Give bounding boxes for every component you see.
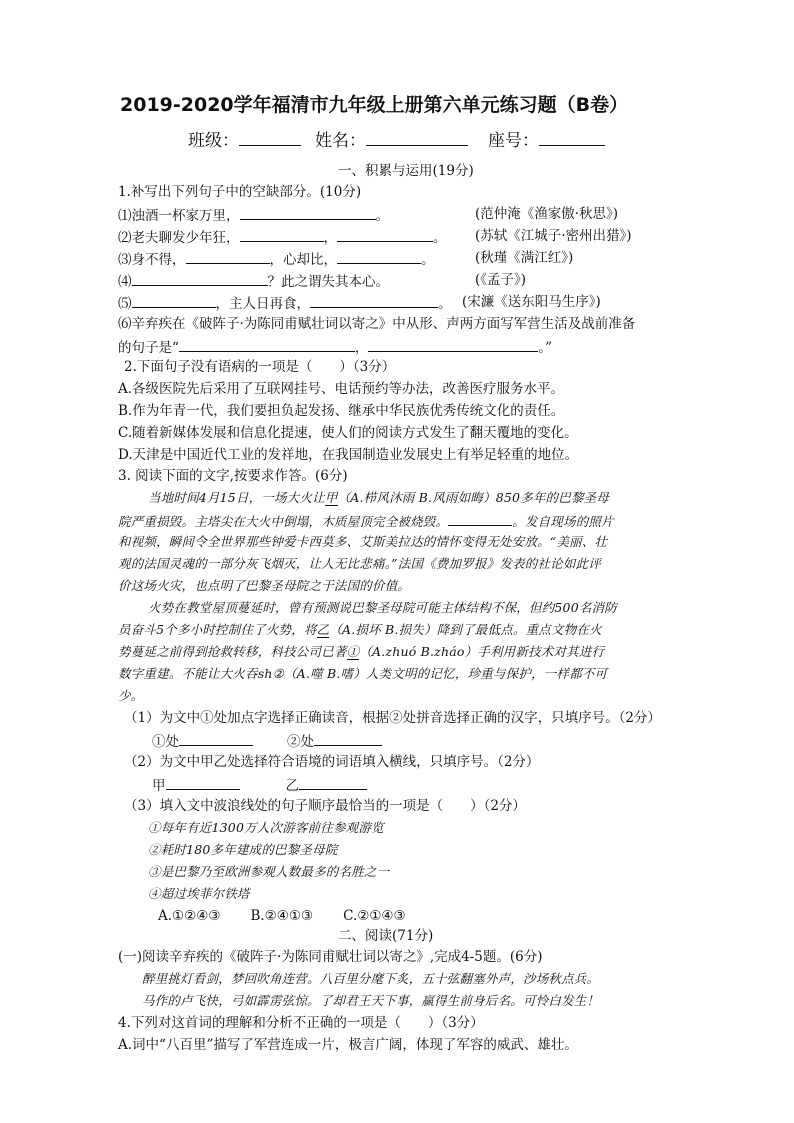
blank-1[interactable] (179, 731, 253, 746)
q1-item-3-source: (秋瑾《满江红》) (475, 250, 574, 266)
q1-item-5: ⑸ ，主人日再食， 。 (118, 293, 452, 313)
q2-option-c: C.随着新媒体发展和信息化提速，使人们的阅读方式发生了翻天覆地的变化。 (118, 425, 578, 441)
blank-jia[interactable] (166, 775, 240, 790)
q4-option-a: A.词中“八百里”描写了军营连成一片，极言广阔，体现了军容的威武、雄壮。 (118, 1037, 578, 1053)
passage-line-2: 院严重损毁。主塔尖在大火中倒塌，木质屋顶完全被烧毁。 。发自现场的照片 (118, 511, 614, 531)
passage-line-1: 当地时间4月15日，一场大火让甲（A.栉风沐雨 B.风雨如晦）850多年的巴黎圣母 (148, 490, 610, 505)
q3-sub3-item-3: ③是巴黎乃至欧洲参观人数最多的名胜之一 (148, 864, 390, 879)
passage-line-4: 观的法国灵魂的一部分灰飞烟灭，让人无比悲痛。”法国《费加罗报》发表的社论如此评 (118, 556, 601, 571)
q3-sub1: （1）为文中①处加点字选择正确读音，根据②处拼音选择正确的汉字，只填序号。（2分） (124, 710, 661, 726)
q2-option-a: A.各级医院先后采用了互联网挂号、电话预约等办法，改善医疗服务水平。 (118, 381, 565, 397)
q3-sub3: （3）填入文中波浪线处的句子顺序最恰当的一项是（ ）（2分） (124, 798, 526, 814)
blank-yi[interactable] (299, 775, 367, 790)
q1-item-4: ⑷ ？此之谓失其本心。 (118, 271, 389, 291)
q2-stem: 2.下面句子没有语病的一项是（ ）（3分） (124, 359, 396, 375)
q1-item-2-source: (苏轼《江城子·密州出猎》) (475, 228, 632, 244)
name-label: 姓名： (315, 131, 366, 151)
q3-sub2: （2）为文中甲乙处选择符合语境的词语填入横线，只填序号。（2分） (124, 754, 540, 770)
passage-line-8: 势蔓延之前得到抢救转移，科技公司已著①（A.zhuó B.zháo）手利用新技术对其进行 (118, 644, 605, 659)
passage-line-7: 员奋斗5个多小时控制住了火势，将乙（A.损坏 B.损失）降到了最低点。重点文物在火 (118, 622, 602, 637)
student-info-row (188, 131, 605, 150)
q1-stem: 1.补写出下列句子中的空缺部分。(10分) (118, 184, 362, 200)
reading1-intro: (一)阅读辛弃疾的《破阵子·为陈同甫赋壮词以寄之》,完成4-5题。(6分) (118, 949, 543, 965)
passage-line-9: 数字重建。不能让大火吞sh②（A.噬 B.嗜）人类文明的记忆，珍重与保护，一样都不可 (118, 666, 608, 681)
q2-option-d: D.天津是中国近代工业的发祥地，在我国制造业发展史上有举足轻重的地位。 (118, 447, 579, 463)
poem-line-1: 醉里挑灯看剑，梦回吹角连营。八百里分麾下炙，五十弦翻塞外声，沙场秋点兵。 (142, 971, 600, 986)
page-title: 2019-2020学年福清市九年级上册第六单元练习题（B卷） (120, 94, 629, 116)
q3-sub3-item-4: ④超过埃菲尔铁塔 (148, 886, 250, 901)
q1-item-6-line2: 的句子是“ ， 。” (118, 337, 552, 357)
q4-stem: 4.下列对这首词的理解和分析不正确的一项是（ ）（3分） (118, 1015, 484, 1031)
name-blank[interactable] (366, 131, 468, 146)
q1-item-6-line1: ⑹辛弃疾在《破阵子·为陈同甫赋壮词以寄之》中从形、声两方面写军营生活及战前准备 (118, 316, 636, 332)
class-label: 班级： (188, 131, 239, 151)
passage-line-5: 价这场火灾，也点明了巴黎圣母院之于法国的价值。 (118, 578, 411, 593)
q3-sub1-blanks: ①处 ②处 (152, 731, 382, 751)
q3-sub2-blanks: 甲 乙 (152, 775, 367, 795)
poem-line-2: 马作的卢飞快，弓如霹雳弦惊。了却君王天下事，赢得生前身后名。可怜白发生！ (142, 993, 600, 1008)
q1-item-1: ⑴浊酒一杯家万里， 。 (118, 205, 389, 225)
q1-item-1-source: (范仲淹《渔家傲·秋思》) (475, 206, 619, 222)
section-heading-2: 二、阅读(71分) (338, 928, 434, 944)
q3-stem: 3. 阅读下面的文字,按要求作答。(6分) (118, 468, 348, 484)
seat-blank[interactable] (539, 131, 605, 146)
q1-item-2: ⑵老夫聊发少年狂， ， 。 (118, 227, 447, 247)
blank-2[interactable] (314, 731, 382, 746)
q3-sub3-item-1: ①每年有近1300万人次游客前往参观游览 (148, 820, 384, 835)
class-blank[interactable] (239, 131, 301, 146)
seat-label: 座号： (488, 131, 539, 151)
passage-line-3: 和视频，瞬间令全世界那些钟爱卡西莫多、艾斯美拉达的情怀变得无处安放。“美丽、壮 (118, 534, 608, 549)
passage-line-10: 少。 (118, 688, 144, 703)
passage-line-6: 火势在教堂屋顶蔓延时，曾有预测说巴黎圣母院可能主体结构不保，但约500名消防 (148, 600, 617, 615)
q1-item-4-source: (《孟子》) (475, 272, 527, 288)
q1-item-5-source: (宋濂《送东阳马生序》) (462, 294, 601, 310)
q3-sub3-item-2: ②耗时180多年建成的巴黎圣母院 (148, 842, 338, 857)
section-heading-1: 一、积累与运用(19分) (338, 163, 474, 179)
q3-sub3-options: A.①②④③ B.②④①③ C.②①④③ (158, 908, 406, 924)
q2-option-b: B.作为年青一代，我们要担负起发扬、继承中华民族优秀传统文化的责任。 (118, 403, 565, 419)
q1-item-3: ⑶身不得， ，心却比， 。 (118, 249, 435, 269)
